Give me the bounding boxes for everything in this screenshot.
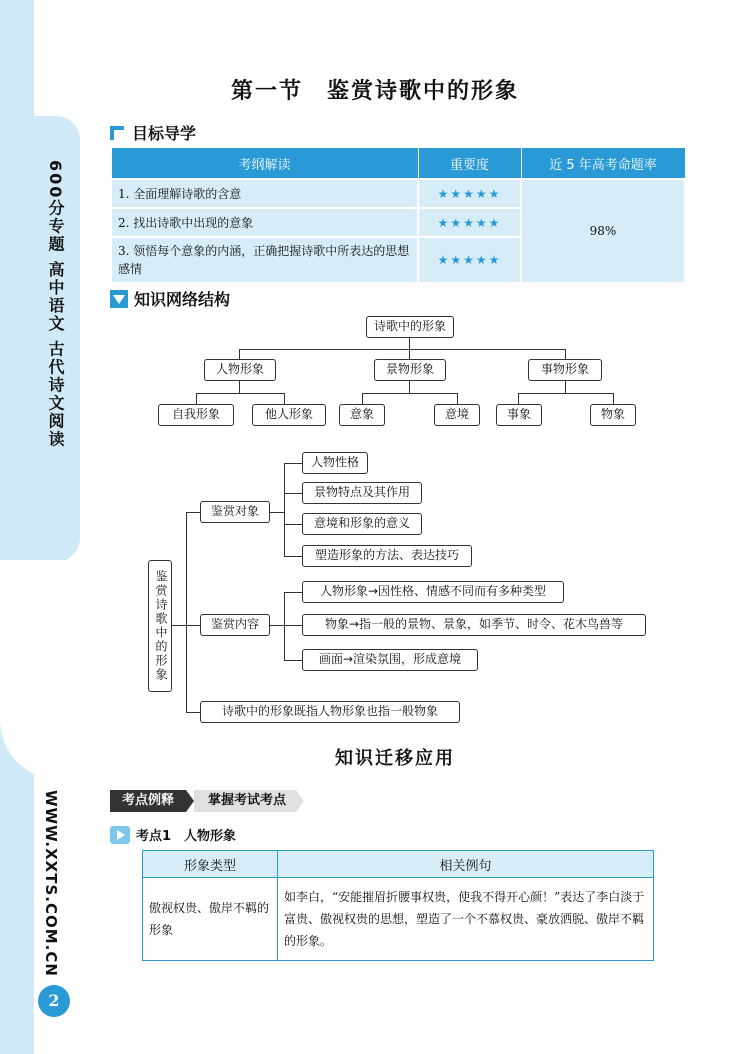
bracket-line: [284, 592, 285, 660]
triangle-down-icon: [110, 290, 128, 308]
sidebar-title: 600分专题 高中语文 古代诗文阅读: [46, 160, 65, 449]
connector: [613, 393, 614, 404]
point-heading: [110, 825, 236, 844]
connector: [239, 349, 565, 350]
star-rating: ★★★★★: [418, 179, 521, 208]
connector: [270, 512, 284, 513]
arrow-icon: [186, 790, 194, 812]
connector: [284, 463, 302, 464]
sidebar-band: [0, 0, 34, 1054]
example-sentence: 如李白，“安能摧眉折腰事权贵，使我不得开心颜！”表达了李白淡于富贵、傲视权贵的思想，塑造了一个不慕权贵、豪放洒脱、傲岸不羁的形象。: [278, 878, 654, 961]
star-rating: ★★★★★: [418, 237, 521, 283]
connector: [284, 393, 285, 404]
connector: [362, 393, 363, 404]
goals-heading-text: 目标导学: [132, 124, 197, 143]
connector: [196, 393, 284, 394]
tree-node-others: 他人形象: [252, 404, 326, 426]
object-item: 景物特点及其作用: [302, 482, 422, 504]
example-header-type: 形象类型: [143, 851, 278, 878]
object-item: 人物性格: [302, 452, 368, 474]
tree-node-object: 物象: [590, 404, 636, 426]
tree-node-things: 事物形象: [528, 359, 602, 381]
connector: [518, 393, 519, 404]
connector: [270, 625, 284, 626]
object-item: 塑造形象的方法、表达技巧: [302, 545, 472, 567]
connector: [457, 393, 458, 404]
connector: [284, 524, 302, 525]
content-box: 鉴赏内容: [200, 614, 270, 636]
corner-icon: [110, 126, 124, 140]
note-box: 诗歌中的形象既指人物形象也指一般物象: [200, 701, 460, 723]
tree-node-character: 人物形象: [204, 359, 276, 381]
connector: [409, 381, 410, 393]
connector: [186, 625, 200, 626]
connector: [186, 712, 200, 713]
application-title: 知识迁移应用: [335, 748, 455, 769]
table-row: [111, 179, 685, 208]
content-item: 画面→渲染氛围，形成意境: [302, 649, 478, 671]
goal-text: 3. 领悟每个意象的内涵，正确把握诗歌中所表达的思想感情: [111, 237, 418, 283]
play-icon: [110, 826, 130, 844]
example-type: 傲视权贵、傲岸不羁的形象: [143, 878, 278, 961]
connector: [565, 349, 566, 359]
connector: [362, 393, 457, 394]
connector: [284, 592, 302, 593]
section-title: 第一节 鉴赏诗歌中的形象: [230, 78, 519, 104]
tree-node-event: 事象: [496, 404, 542, 426]
connector: [284, 660, 302, 661]
appreciate-box: 鉴赏诗歌中的形象: [148, 560, 172, 692]
goals-heading: [110, 121, 196, 144]
object-item: 意境和形象的意义: [302, 513, 422, 535]
star-rating: ★★★★★: [418, 208, 521, 237]
goals-table: [110, 147, 686, 284]
arrow-icon: [296, 790, 304, 812]
example-table: [142, 850, 654, 961]
connector: [284, 493, 302, 494]
banner-label: 考点例释: [110, 790, 186, 812]
page-number: 2: [38, 985, 70, 1017]
network-heading-text: 知识网络结构: [134, 290, 231, 309]
connector: [196, 393, 197, 404]
goals-header-rate: 近 5 年高考命题率: [521, 148, 685, 180]
tree-node-self: 自我形象: [158, 404, 234, 426]
tree-node-realm: 意境: [434, 404, 480, 426]
rate-value: 98%: [521, 179, 685, 283]
example-header-sentence: 相关例句: [278, 851, 654, 878]
connector: [239, 349, 240, 359]
connector: [239, 381, 240, 393]
connector: [565, 381, 566, 393]
tree-root: 诗歌中的形象: [366, 316, 454, 338]
connector: [186, 512, 200, 513]
goal-text: 2. 找出诗歌中出现的意象: [111, 208, 418, 237]
connector: [172, 625, 186, 626]
object-box: 鉴赏对象: [200, 501, 270, 523]
bracket-line: [284, 463, 285, 556]
connector: [284, 556, 302, 557]
goals-header-outline: 考纲解读: [111, 148, 418, 180]
banner: [110, 790, 304, 812]
connector: [518, 393, 613, 394]
sidebar-url: WWW.XXTS.COM.CN: [42, 790, 60, 977]
goals-header-importance: 重要度: [418, 148, 521, 180]
connector: [409, 338, 410, 349]
tree-node-image: 意象: [339, 404, 385, 426]
bracket-line: [186, 512, 187, 712]
connector: [284, 625, 302, 626]
network-heading: [110, 287, 230, 310]
goal-text: 1. 全面理解诗歌的含意: [111, 179, 418, 208]
table-row: [143, 878, 654, 961]
point-heading-text: 考点1 人物形象: [136, 829, 237, 844]
banner-sublabel: 掌握考试考点: [194, 790, 296, 812]
content-item: 人物形象→因性格、情感不同而有多种类型: [302, 581, 564, 603]
content-item: 物象→指一般的景物、景象，如季节、时令、花木鸟兽等: [302, 614, 646, 636]
connector: [409, 349, 410, 359]
tree-node-scenery: 景物形象: [374, 359, 446, 381]
